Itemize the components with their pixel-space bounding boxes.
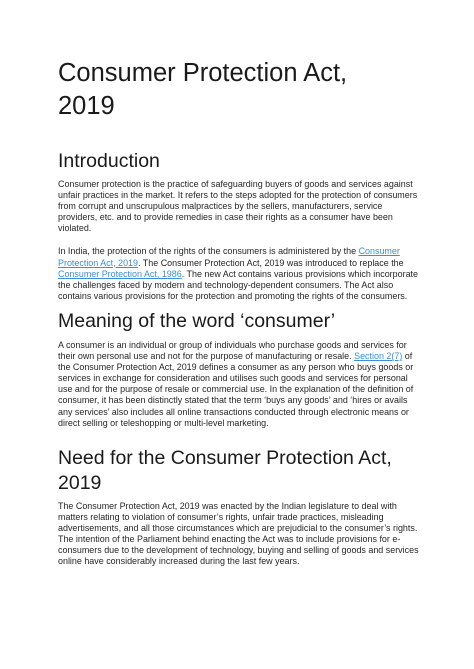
introduction-paragraph-1: Consumer protection is the practice of safeguarding buyers of goods and services against unfair practices in the market. It refers to the steps adopted for the protection of consumers from corrupt and unscrupulous malpractices by the sellers, manufacturers, service providers, etc. and to provide remedies in case their rights as a consumer have been violated. [58, 179, 418, 234]
need-heading [58, 446, 422, 496]
document-title-line-1: Consumer Protection Act, [58, 59, 348, 87]
consumer-protection-act-2019-link[interactable]: Consumer Protection Act, 2019 [58, 246, 400, 268]
introduction-paragraph-2 [58, 246, 422, 301]
introduction-paragraph-2-text-c: . The new Act contains various provisions which incorporate the challenges faced by modern and technology-dependent consumers. The Act also contains various provisions for the protection and promoting the rights of the consumers. [58, 268, 419, 301]
introduction-heading: Introduction [58, 150, 160, 172]
consumer-protection-act-1986-link[interactable]: Consumer Protection Act, 1986 [58, 268, 182, 279]
section-2-7-link[interactable]: Section 2(7) [354, 351, 403, 362]
document-title-line-2: 2019 [58, 92, 115, 120]
meaning-paragraph-text-a: A consumer is an individual or group of individuals who purchase goods and services for their own personal use and not for the purpose of manufacturing or resale. [58, 339, 407, 362]
need-paragraph: The Consumer Protection Act, 2019 was enacted by the Indian legislature to deal with matters relating to violation of consumer’s rights, unfair trade practices, misleading advertisements, and all those circumstances which are prejudicial to the consumer’s rights. The intention of the Parliament behind enacting the Act was to include provisions for e-consumers due to the development of technology, buying and selling of goods and services online have considerably increased during the last few years. [58, 500, 419, 567]
meaning-paragraph [58, 340, 422, 429]
introduction-paragraph-2-text-a: In India, the protection of the rights of the consumers is administered by the [58, 246, 359, 257]
introduction-paragraph-2-text-b: . The Consumer Protection Act, 2019 was introduced to replace the [138, 257, 404, 268]
meaning-paragraph-text-b: of the Consumer Protection Act, 2019 defines a consumer as any person who buys goods or services in exchange for consideration and utilises such goods and services for personal use and for the purpose of resale or commercial use. In the explanation of the definition of consumer, it has been distinctly stated that the term ‘buys any goods’ and ‘hires or avails any services’ also includes all online transactions conducted through electronic means or direct selling or teleshopping or multi-level marketing. [58, 351, 414, 428]
meaning-heading: Meaning of the word ‘consumer’ [58, 309, 336, 332]
need-heading-line-1: Need for the Consumer Protection Act, [58, 446, 392, 469]
document-title [58, 57, 422, 123]
need-heading-line-2: 2019 [58, 471, 102, 494]
